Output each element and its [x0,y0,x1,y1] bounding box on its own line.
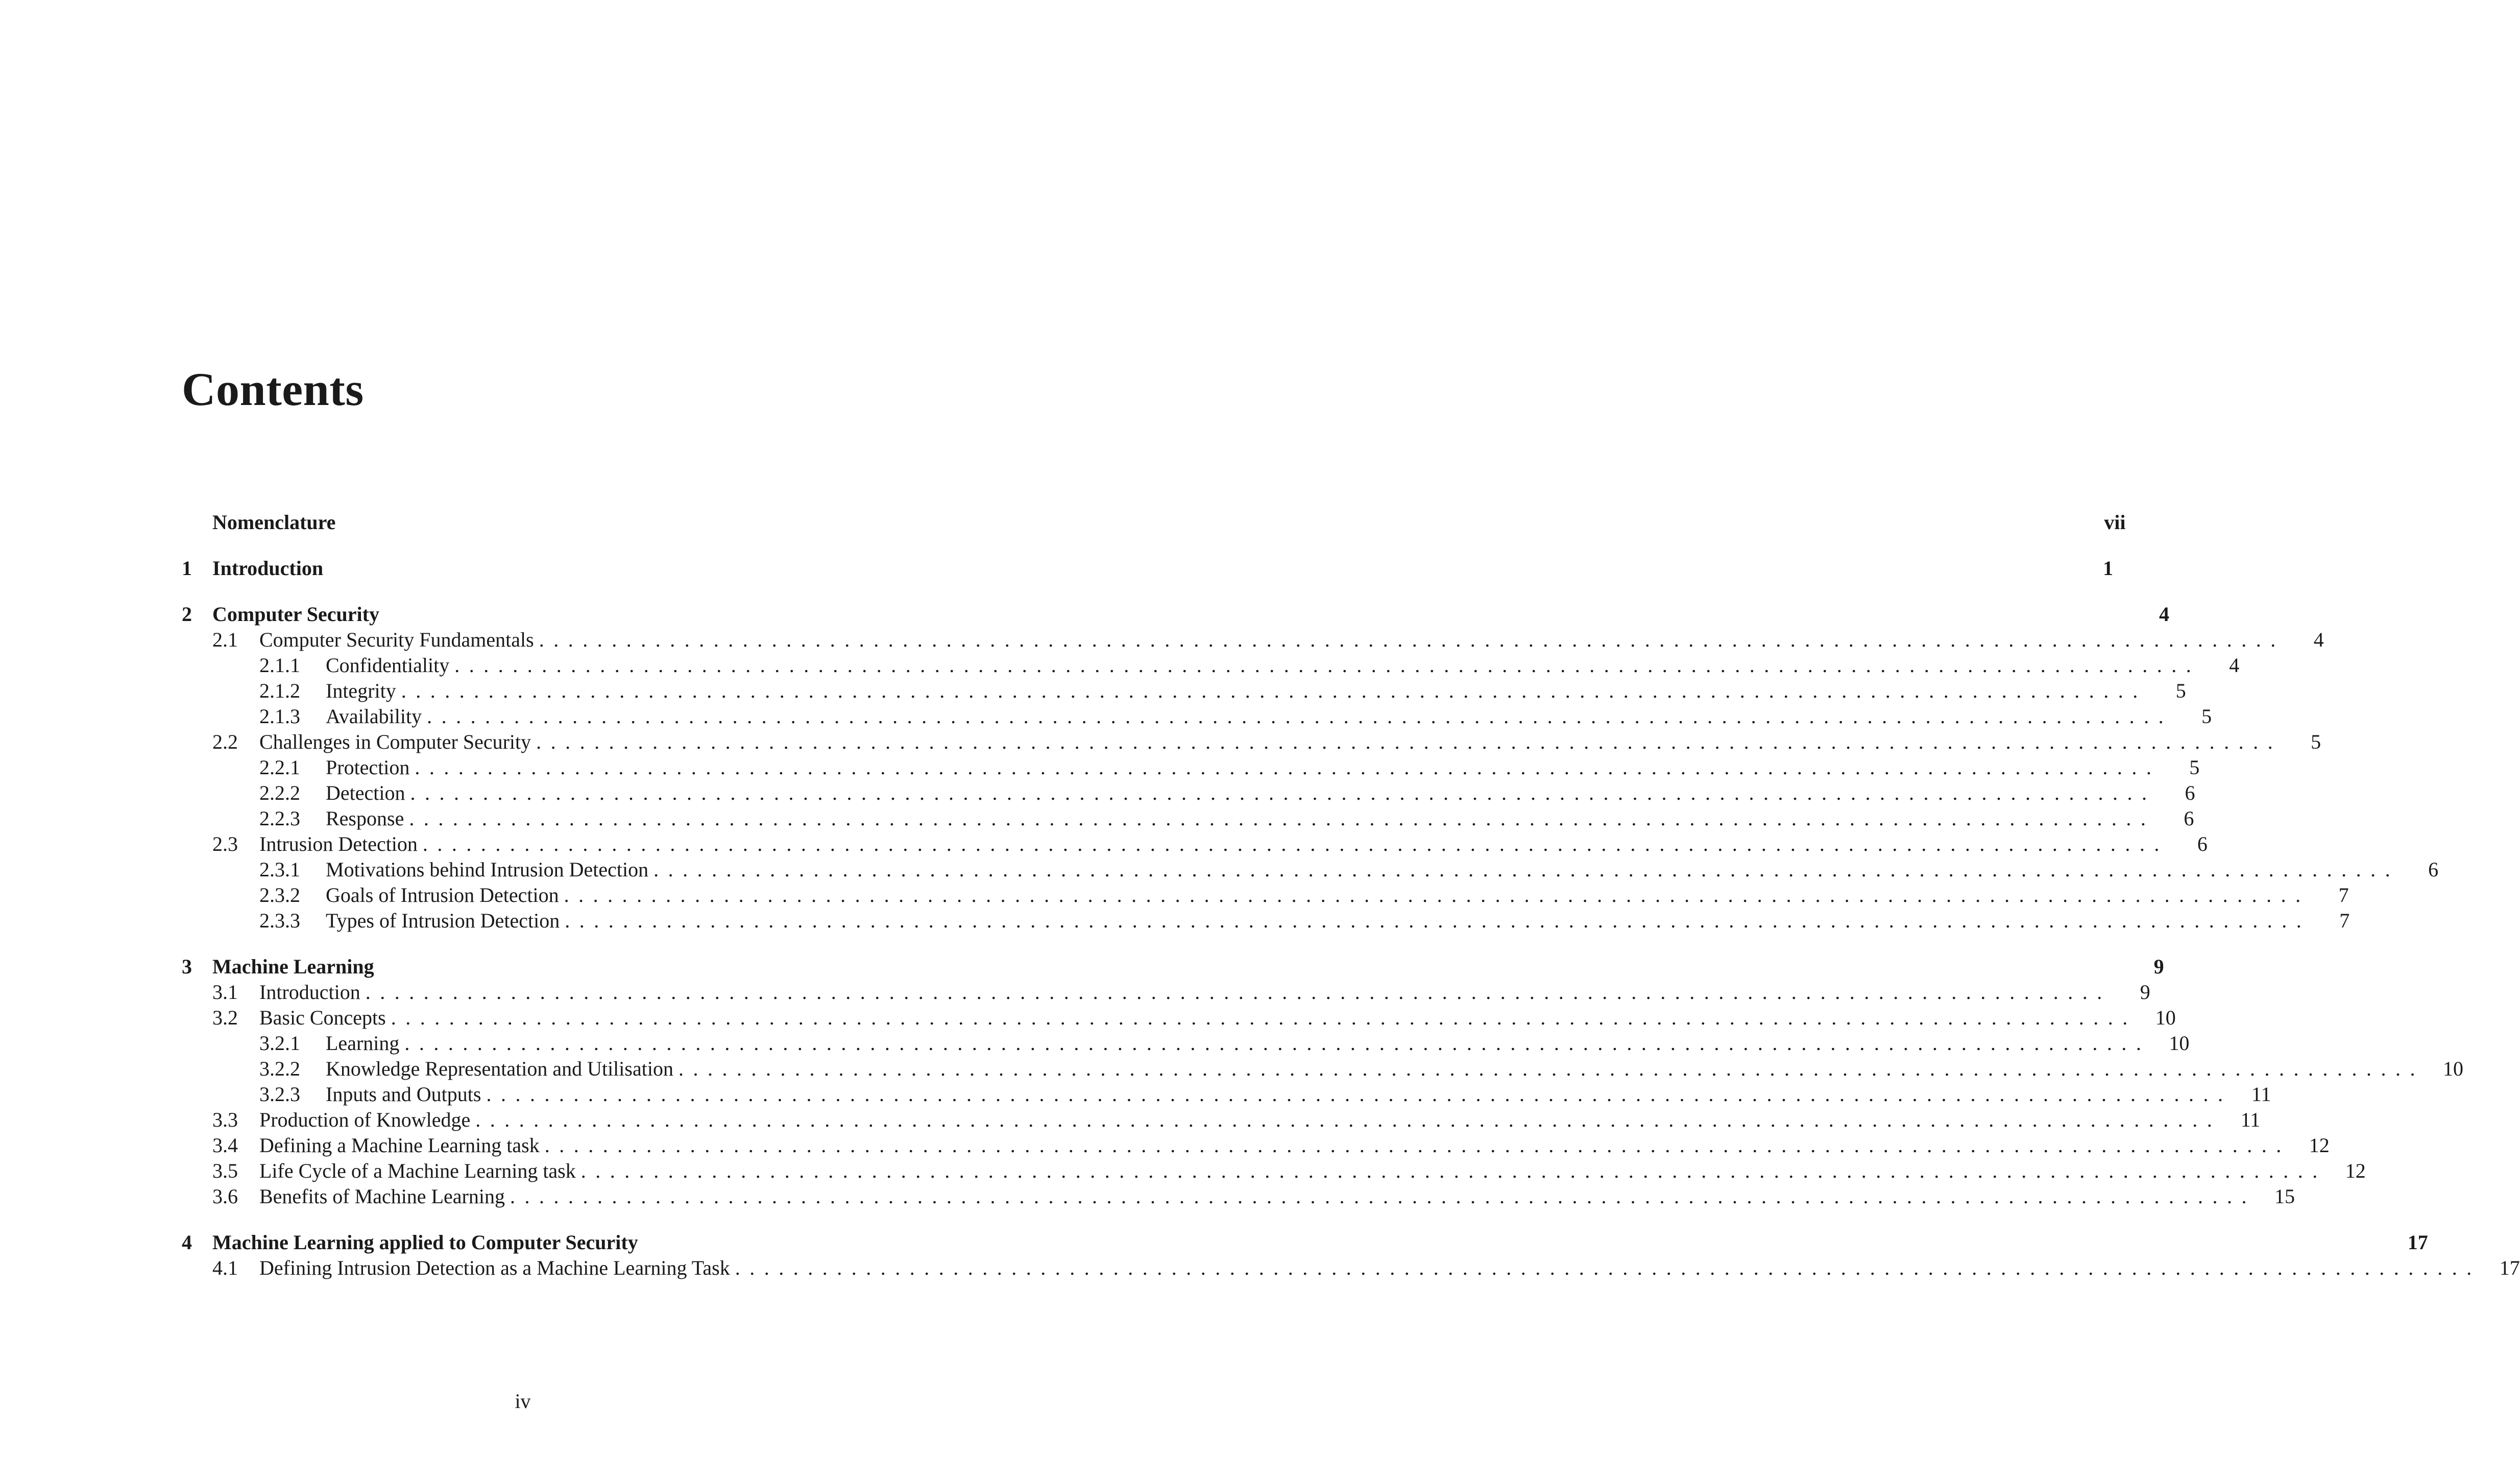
toc-entry-title: Introduction [259,981,360,1004]
toc-dot-leader: ........................................................................................................................ [415,756,2161,779]
toc-chapter-3[interactable] [182,954,2164,980]
toc-section-2-2[interactable] [182,729,2321,755]
toc-section-2-3-2[interactable] [182,882,2349,908]
toc-entry-page: 17 [2407,1231,2428,1254]
toc-entry-page: 10 [2442,1057,2463,1080]
toc-entry-page: 10 [2169,1032,2190,1055]
toc-entry-number: 2.3 [212,832,238,855]
toc-entry-page: 15 [2274,1185,2295,1208]
toc-section-3-2-1[interactable] [182,1031,2190,1056]
toc-section-3-5[interactable] [182,1158,2366,1184]
toc-entry-number: 3.2.2 [259,1057,300,1080]
toc-entry-number: 2.1.3 [259,705,300,728]
toc-dot-leader: ........................................................................................................................ [580,1159,2327,1182]
toc-entry-title: Production of Knowledge [259,1108,471,1131]
toc-entry-page: 4 [2159,603,2169,626]
toc-entry-number: 2.1.1 [259,654,300,677]
toc-dot-leader: ........................................................................................................................ [454,654,2201,677]
toc-entry-title: Intrusion Detection [259,832,418,855]
toc-dot-leader: ........................................................................................................................ [427,705,2173,728]
toc-section-2-3-3[interactable] [182,908,2350,934]
toc-entry-title: Defining Intrusion Detection as a Machine Learning Task [259,1256,730,1279]
toc-entry-page: 9 [2153,955,2164,978]
toc-entry-number: 3.2.3 [259,1083,300,1106]
toc-entry-title: Motivations behind Intrusion Detection [326,858,649,881]
toc-entry-number: 3.2.1 [259,1032,300,1055]
toc-section-2-1-2[interactable] [182,678,2186,704]
toc-entry-title: Benefits of Machine Learning [259,1185,505,1208]
toc-entry-page: 6 [2428,858,2439,881]
toc-entry-number: 3.3 [212,1108,238,1131]
toc-entry-page: 4 [2313,628,2324,651]
toc-entry-title: Computer Security [212,603,379,626]
toc-entry-title: Goals of Intrusion Detection [326,884,559,907]
toc-chapter-front[interactable] [182,510,2126,535]
toc-entry-title: Integrity [326,679,396,702]
toc-entry-page: 11 [2251,1083,2271,1106]
toc-dot-leader: ........................................................................................................................ [544,1134,2291,1157]
toc-section-3-2-2[interactable] [182,1056,2463,1082]
toc-chapter-1[interactable] [182,556,2114,581]
toc-section-4-1[interactable] [182,1255,2520,1281]
toc-dot-leader: ........................................................................................................................ [486,1083,2233,1106]
toc-entry-page: 7 [2338,884,2349,907]
toc-entry-page: 12 [2309,1134,2330,1157]
page-number: iv [515,1390,531,1413]
toc-dot-leader: ........................................................................................................................ [401,679,2147,702]
toc-entry-number: 4.1 [212,1256,238,1279]
toc-chapter-4[interactable] [182,1230,2428,1255]
toc-entry-page: 7 [2339,909,2350,932]
toc-entry-title: Learning [326,1032,400,1055]
toc-entry-page: 6 [2185,781,2195,804]
toc-entry-number: 1 [182,557,192,580]
toc-entry-number: 2.3.1 [259,858,300,881]
toc-entry-title: Availability [326,705,422,728]
toc-entry-number: 3.6 [212,1185,238,1208]
toc-entry-title: Computer Security Fundamentals [259,628,534,651]
toc-entry-page: 1 [2103,557,2114,580]
toc-entry-number: 2.1.2 [259,679,300,702]
toc-entry-number: 2.2.2 [259,781,300,804]
toc-entry-number: 2.2.1 [259,756,300,779]
toc-entry-number: 3.5 [212,1159,238,1182]
toc-entry-title: Confidentiality [326,654,450,677]
toc-entry-page: 12 [2345,1159,2366,1182]
toc-dot-leader: ........................................................................................................................ [404,1032,2151,1055]
toc-entry-number: 2.3.3 [259,909,300,932]
toc-section-3-4[interactable] [182,1133,2330,1158]
toc-entry-title: Types of Intrusion Detection [326,909,560,932]
toc-dot-leader: ........................................................................................................................ [410,781,2156,804]
toc-entry-page: 11 [2240,1108,2261,1131]
toc-section-2-2-1[interactable] [182,755,2200,780]
toc-entry-page: 9 [2140,981,2150,1004]
toc-entry-number: 2 [182,603,192,626]
toc-entry-page: 6 [2184,807,2194,830]
toc-entry-title: Defining a Machine Learning task [259,1134,540,1157]
toc-entry-title: Inputs and Outputs [326,1083,481,1106]
toc-dot-leader: ........................................................................................................................ [536,730,2283,753]
toc-entry-number: 3.2 [212,1006,238,1029]
toc-entry-page: 5 [2175,679,2186,702]
toc-dot-leader: ........................................................................................................................ [475,1108,2222,1131]
toc-entry-page: 4 [2229,654,2240,677]
toc-entry-page: 6 [2197,832,2208,855]
toc-dot-leader: ........................................................................................................................ [391,1006,2137,1029]
toc-entry-number: 3 [182,955,192,978]
toc-entry-title: Basic Concepts [259,1006,386,1029]
toc-entry-page: 5 [2311,730,2321,753]
toc-entry-number: 3.4 [212,1134,238,1157]
toc-dot-leader: ........................................................................................................................ [735,1256,2481,1279]
toc-section-2-1-3[interactable] [182,704,2212,729]
toc-section-2-1-1[interactable] [182,653,2240,678]
toc-section-3-3[interactable] [182,1107,2261,1133]
toc-section-2-1[interactable] [182,627,2324,653]
toc-section-2-2-2[interactable] [182,780,2195,806]
toc-entry-title: Introduction [212,557,324,580]
toc-section-2-2-3[interactable] [182,806,2194,831]
toc-chapter-2[interactable] [182,602,2169,627]
toc-section-3-6[interactable] [182,1184,2295,1209]
toc-section-3-2[interactable] [182,1005,2176,1031]
toc-dot-leader: ........................................................................................................................ [539,628,2285,651]
toc-entry-number: 2.3.2 [259,884,300,907]
toc-section-2-3-1[interactable] [182,857,2439,882]
toc-entry-title: Response [326,807,404,830]
toc-section-2-3[interactable] [182,831,2208,857]
toc-entry-title: Detection [326,781,405,804]
table-of-contents [182,510,2520,1281]
toc-entry-title: Protection [326,756,410,779]
toc-entry-page: 10 [2155,1006,2176,1029]
toc-entry-number: 4 [182,1231,192,1254]
toc-section-3-2-3[interactable] [182,1082,2271,1107]
toc-entry-number: 2.2 [212,730,238,753]
toc-dot-leader: ........................................................................................................................ [653,858,2400,881]
toc-dot-leader: ........................................................................................................................ [409,807,2155,830]
toc-entry-number: 2.1 [212,628,238,651]
toc-entry-page: 5 [2189,756,2200,779]
toc-dot-leader: ........................................................................................................................ [565,909,2311,932]
toc-entry-page: 5 [2201,705,2212,728]
toc-entry-page: vii [2104,511,2126,534]
toc-entry-title: Knowledge Representation and Utilisation [326,1057,673,1080]
toc-entry-number: 2.2.3 [259,807,300,830]
toc-section-3-1[interactable] [182,980,2150,1005]
toc-entry-title: Machine Learning applied to Computer Security [212,1231,638,1254]
toc-entry-title: Nomenclature [212,511,336,534]
toc-dot-leader: ........................................................................................................................ [422,832,2169,855]
toc-dot-leader: ........................................................................................................................ [564,884,2310,907]
toc-entry-page: 17 [2499,1256,2520,1279]
page-title: Contents [182,363,364,415]
toc-dot-leader: ........................................................................................................................ [678,1057,2425,1080]
toc-dot-leader: ........................................................................................................................ [510,1185,2256,1208]
toc-entry-title: Challenges in Computer Security [259,730,531,753]
toc-entry-number: 3.1 [212,981,238,1004]
toc-entry-title: Life Cycle of a Machine Learning task [259,1159,576,1182]
toc-dot-leader: ........................................................................................................................ [365,981,2112,1004]
toc-entry-title: Machine Learning [212,955,374,978]
